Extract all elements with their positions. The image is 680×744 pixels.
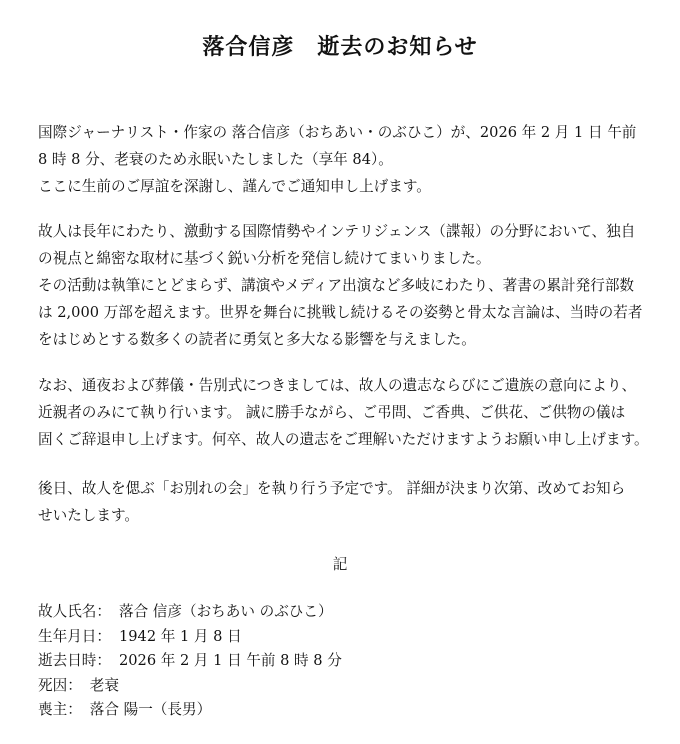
text-line: は 2,000 万部を超えます。世界を舞台に挑戦し続けるその姿勢と骨太な言論は、当時の若者	[38, 304, 643, 321]
paragraph-farewell	[38, 475, 648, 529]
paragraph-funeral	[38, 372, 648, 453]
text-line: 近親者のみにて執り行います。 誠に勝手ながら、ご弔問、ご香典、ご供花、ご供物の儀は	[38, 404, 626, 421]
text-line: 国際ジャーナリスト・作家の 落合信彦（おちあい・のぶひこ）が、2026 年 2 月 1 日 午前	[38, 124, 637, 141]
detail-label: 生年月日：	[38, 627, 111, 645]
detail-label: 死因：	[38, 676, 82, 694]
detail-value: 1942 年 1 月 8 日	[118, 627, 242, 645]
text-line: なお、通夜および葬儀・告別式につきましては、故人の遺志ならびにご遺族の意向により、	[38, 377, 637, 394]
detail-row-name	[38, 600, 648, 625]
text-line: ここに生前のご厚誼を深謝し、謹んでご通知申し上げます。	[38, 178, 431, 195]
text-line: の視点と綿密な取材に基づく鋭い分析を発信し続けてまいりました。	[38, 250, 491, 267]
detail-row-death-datetime	[38, 649, 648, 674]
detail-value: 落合 信彦（おちあい のぶひこ）	[118, 603, 333, 620]
text-line: 固くご辞退申し上げます。何卒、故人の遺志をご理解いただけますようお願い申し上げます。	[38, 431, 649, 448]
detail-row-birth-date	[38, 625, 648, 650]
detail-row-chief-mourner	[38, 698, 648, 723]
paragraph-career	[38, 218, 648, 353]
text-line: 故人は長年にわたり、激動する国際情勢やインテリジェンス（諜報）の分野において、独自	[38, 223, 636, 240]
notice-title: 落合信彦 逝去のお知らせ	[202, 34, 478, 60]
detail-value: 落合 陽一（長男）	[89, 701, 212, 718]
text-line: 後日、故人を偲ぶ「お別れの会」を執り行う予定です。 詳細が決まり次第、改めてお知ら	[38, 480, 626, 497]
text-line: せいたします。	[38, 507, 139, 524]
ki-mark: 記	[332, 556, 348, 573]
detail-label: 喪主：	[38, 701, 82, 718]
detail-value: 老衰	[89, 676, 119, 694]
text-line: をはじめとする数多くの読者に勇気と多大なる影響を与えました。	[38, 331, 476, 348]
detail-label: 故人氏名：	[38, 603, 111, 620]
details-list	[38, 600, 648, 723]
detail-value: 2026 年 2 月 1 日 午前 8 時 8 分	[118, 652, 342, 669]
detail-label: 逝去日時：	[38, 652, 111, 669]
text-line: 8 時 8 分、老衰のため永眠いたしました（享年 84）。	[38, 151, 393, 168]
paragraph-announcement	[38, 119, 648, 200]
detail-row-cause	[38, 674, 648, 699]
text-line: その活動は執筆にとどまらず、講演やメディア出演など多岐にわたり、著書の累計発行部数	[38, 277, 635, 294]
